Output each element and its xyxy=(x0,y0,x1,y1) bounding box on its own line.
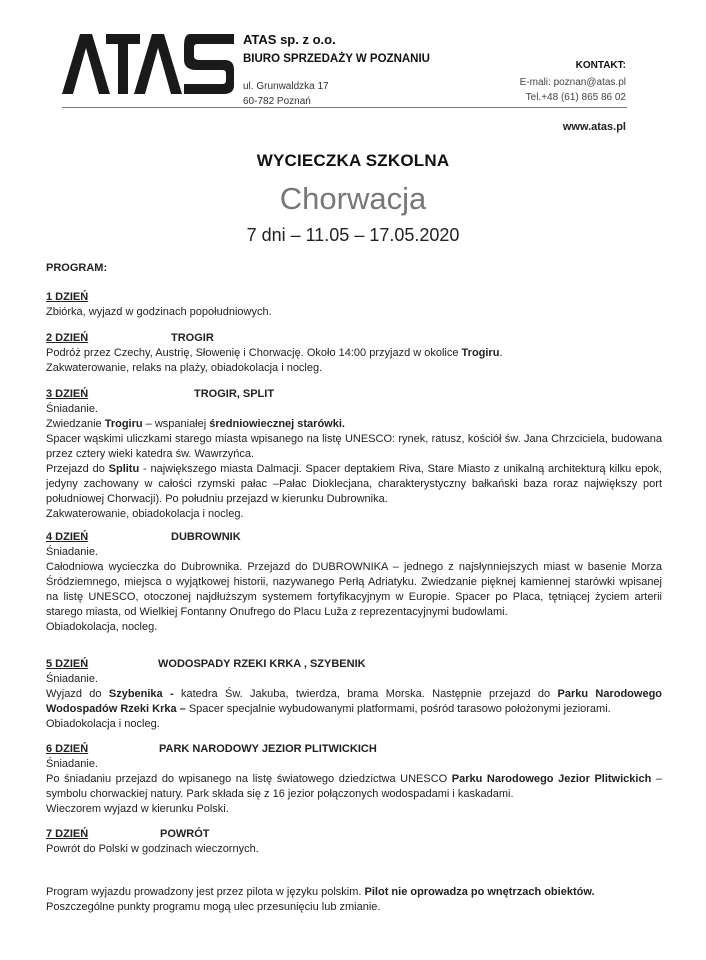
day-header xyxy=(46,657,662,672)
contact-email: E-mali: poznan@atas.pl xyxy=(519,77,626,88)
text-fragment-bold: Trogiru xyxy=(461,347,500,359)
text-fragment-bold: średniowiecznej starówki. xyxy=(209,418,345,430)
text-fragment-bold: Splitu xyxy=(108,463,140,475)
text-fragment: Spacer specjalnie wybudowanymi platformami, pośród tarasowo położonymi jeziorami. xyxy=(185,703,611,715)
day-destination: TROGIR, SPLIT xyxy=(194,388,275,400)
trip-type-title: WYCIECZKA SZKOLNA xyxy=(256,151,450,170)
day-text: Śniadanie. xyxy=(46,546,98,558)
text-fragment: Przejazd do xyxy=(46,463,109,475)
contact-phone: Tel.+48 (61) 865 86 02 xyxy=(525,92,626,103)
text-fragment-bold: Pilot nie oprowadza po wnętrzach obiektów. xyxy=(364,886,595,898)
day-header xyxy=(46,331,662,346)
company-info xyxy=(243,32,483,109)
text-fragment: Zwiedzanie xyxy=(46,418,105,430)
trip-dates: 7 dni – 11.05 – 17.05.2020 xyxy=(246,225,460,245)
text-fragment: Wyjazd do xyxy=(46,688,109,700)
day-text: Śniadanie. xyxy=(46,403,98,415)
destination-title: Chorwacja xyxy=(279,181,427,216)
day-header xyxy=(46,530,662,545)
company-name: ATAS sp. z o.o. xyxy=(243,32,336,47)
day-text: Obiadokolacja i nocleg. xyxy=(46,718,160,730)
day-1-section xyxy=(46,290,662,320)
website-link: www.atas.pl xyxy=(562,121,626,133)
text-fragment: Po śniadaniu przejazd do wpisanego na listę światowego dziedzictwa UNESCO xyxy=(46,773,452,785)
day-text xyxy=(46,346,662,361)
day-destination: WODOSPADY RZEKI KRKA , SZYBENIK xyxy=(158,658,366,670)
day-text: Śniadanie. xyxy=(46,758,98,770)
text-fragment: - największego miasta Dalmacji. Spacer deptakiem Riva, Stare Miasto z unikalną architekturą kilku epok, jedyny zachowany w całości rzymski pałac –Pałac Dioklecjana, charakterystyczny bałkański baza roraz największy port południowej Chorwacji). Po południu przejazd w kierunku Dubrownika. xyxy=(46,463,662,505)
day-text xyxy=(46,772,662,802)
day-number: 5 DZIEŃ xyxy=(46,658,89,670)
footer-line-1 xyxy=(46,885,662,900)
day-text: Zakwaterowanie, relaks na plaży, obiadokolacja i nocleg. xyxy=(46,362,323,374)
day-number: 7 DZIEŃ xyxy=(46,828,89,840)
day-text: Obiadokolacja, nocleg. xyxy=(46,621,158,633)
day-6-section xyxy=(46,742,662,817)
day-text: Powrót do Polski w godzinach wieczornych. xyxy=(46,843,259,855)
atas-logo-graphic xyxy=(62,34,234,94)
text-fragment: – symbolu chorwackiej natury. Park składa się z 16 jezior połączonych wodospadami i kaskadami. xyxy=(46,773,662,800)
day-number: 3 DZIEŃ xyxy=(46,388,89,400)
day-text xyxy=(46,462,662,507)
address-line-2: 60-782 Poznań xyxy=(243,96,311,107)
day-text: Wieczorem wyjazd w kierunku Polski. xyxy=(46,803,229,815)
day-7-section xyxy=(46,827,662,857)
text-fragment: Program wyjazdu prowadzony jest przez pilota w języku polskim. xyxy=(46,886,365,898)
day-text: Zakwaterowanie, obiadokolacja i nocleg. xyxy=(46,508,244,520)
day-4-section xyxy=(46,530,662,635)
text-fragment: . xyxy=(499,347,503,359)
text-fragment-bold: Parku Narodowego Wodospadów Rzeki Krka – xyxy=(46,688,663,715)
text-fragment: katedra Św. Jakuba, twierdza, brama Morska. Następnie przejazd do xyxy=(173,688,558,700)
text-fragment-bold: Szybenika - xyxy=(108,688,174,700)
day-number: 6 DZIEŃ xyxy=(46,743,89,755)
day-text: Śniadanie. xyxy=(46,673,98,685)
text-fragment: Podróż przez Czechy, Austrię, Słowenię i Chorwację. Około 14:00 przyjazd w okolice xyxy=(46,347,462,359)
day-text: Zbiórka, wyjazd w godzinach popołudniowych. xyxy=(46,306,272,318)
day-number: 4 DZIEŃ xyxy=(46,531,89,543)
day-text: Całodniowa wycieczka do Dubrownika. Przejazd do DUBROWNIKA – jednego z najsłynniejszych miast w basenie Morza Śródziemnego, miejsca o wyjątkowej historii, nazywanego Perłą Adriatyku. Zwiedzanie pięknej kamiennej starówki wpisanej na listę UNESCO, otoczonej najdłuższym systemem fortyfikacyjnym w Europie. Spacer po Placa, tętniącej życiem arterii starego miasta, od Wielkiej Fontanny Onufrego do Placu Luža z reprezentacyjnymi budowlami. xyxy=(46,561,662,618)
day-3-section xyxy=(46,387,662,522)
contact-title: KONTAKT: xyxy=(575,60,626,71)
footer-notes xyxy=(46,885,662,915)
day-header xyxy=(46,290,662,305)
day-2-section xyxy=(46,331,662,376)
day-destination: POWRÓT xyxy=(160,828,210,840)
day-header xyxy=(46,827,662,842)
contact-block xyxy=(520,58,626,105)
day-header xyxy=(46,387,662,402)
day-number: 1 DZIEŃ xyxy=(46,291,89,303)
day-text xyxy=(46,417,662,432)
text-fragment-bold: Trogiru xyxy=(104,418,143,430)
day-number: 2 DZIEŃ xyxy=(46,332,89,344)
day-destination: TROGIR xyxy=(171,332,214,344)
atas-logo xyxy=(62,34,234,99)
department-name: BIURO SPRZEDAŻY W POZNANIU xyxy=(243,53,430,65)
day-text: Spacer wąskimi uliczkami starego miasta wpisanego na listę UNESCO: rynek, ratusz, kościół św. Jana Chrzciciela, budowana przez cztery wieki katedra św. Wawrzyńca. xyxy=(46,433,662,460)
text-fragment: – wspaniałej xyxy=(142,418,210,430)
header-divider xyxy=(62,107,627,108)
program-label: PROGRAM: xyxy=(46,262,108,274)
day-text xyxy=(46,687,662,717)
day-destination: PARK NARODOWY JEZIOR PLITWICKICH xyxy=(159,743,377,755)
footer-line-2: Poszczególne punkty programu mogą ulec przesunięciu lub zmianie. xyxy=(46,901,381,913)
text-fragment-bold: Parku Narodowego Jezior Plitwickich xyxy=(451,773,652,785)
day-header xyxy=(46,742,662,757)
day-destination: DUBROWNIK xyxy=(171,531,241,543)
day-5-section xyxy=(46,657,662,732)
address-line-1: ul. Grunwaldzka 17 xyxy=(243,81,329,92)
